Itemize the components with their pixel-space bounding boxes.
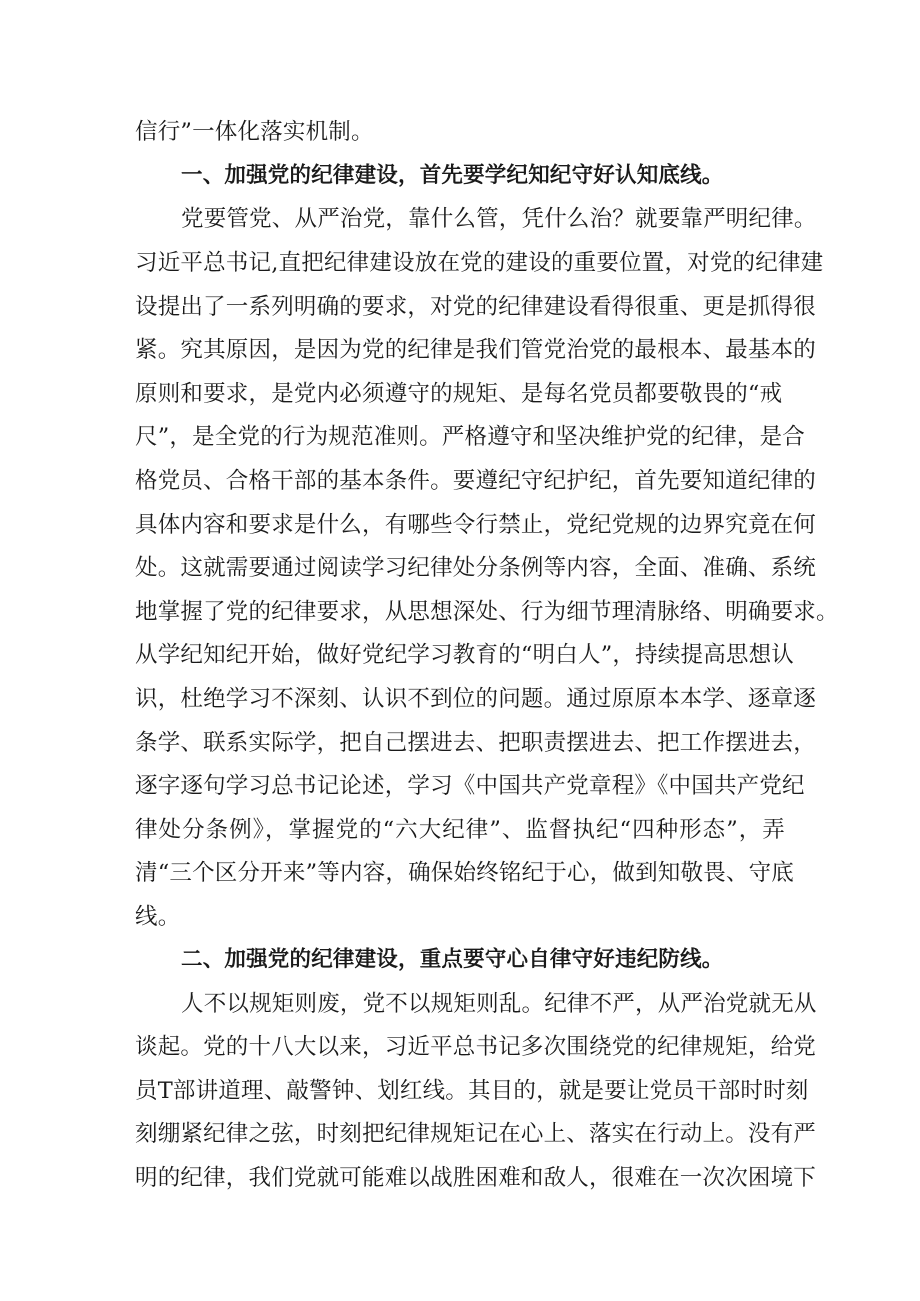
body-text-line: 明的纪律，我们党就可能难以战胜困难和敌人，很难在一次次困境下 (135, 1165, 817, 1191)
body-text-line: 识，杜绝学习不深刻、认识不到位的问题。通过原原本本学、逐章逐 (135, 686, 817, 712)
body-text-line: 清“三个区分开来”等内容，确保始终铭纪于心，做到知敬畏、守底 (135, 860, 795, 886)
body-text-line: 紧。究其原因，是因为党的纪律是我们管党治党的最根本、最基本的 (135, 337, 817, 363)
body-text-line: 条学、联系实际学，把自己摆进去、把职责摆进去、把工作摆进去， (135, 730, 817, 756)
body-text-line: 员T部讲道理、敲警钟、划红线。其目的，就是要让党员干部时时刻 (135, 1078, 809, 1104)
body-text-line: 刻绷紧纪律之弦，时刻把纪律规矩记在心上、落实在行动上。没有严 (135, 1121, 817, 1147)
body-text-line: 线。 (135, 904, 181, 930)
body-text-line: 信行”一体化落实机制。 (135, 119, 374, 145)
body-text-line: 地掌握了党的纪律要求，从思想深处、行为细节理清脉络、明确要求。 (135, 599, 839, 625)
body-text-line: 习近平总书记,直把纪律建设放在党的建设的重要位置，对党的纪律建 (135, 250, 824, 276)
body-text-line: 格党员、合格干部的基本条件。要遵纪守纪护纪，首先要知道纪律的 (135, 468, 817, 494)
body-text-line: 处。这就需要通过阅读学习纪律处分条例等内容，全面、准确、系统 (135, 555, 817, 581)
body-text-line: 党要管党、从严治党，靠什么管，凭什么治？就要靠严明纪律。 (181, 206, 817, 232)
body-text-line: 从学纪知纪开始，做好党纪学习教育的“明白人”，持续提高思想认 (135, 642, 795, 668)
body-text-line: 尺”，是全党的行为规范准则。严格遵守和坚决维护党的纪律，是合 (135, 424, 806, 450)
section-heading-2: 二、加强党的纪律建设，重点要守心自律守好违纪防线。 (181, 947, 724, 972)
body-text-line: 逐字逐句学习总书记论述，学习《中国共产党章程》《中国共产党纪 (135, 773, 805, 799)
section-heading-1: 一、加强党的纪律建设，首先要学纪知纪守好认知底线。 (181, 163, 724, 188)
body-text-line: 人不以规矩则废，党不以规矩则乱。纪律不严，从严治党就无从 (181, 991, 817, 1017)
body-text-line: 具体内容和要求是什么，有哪些令行禁止，党纪党规的边界究竟在何 (135, 512, 817, 538)
body-text-line: 谈起。党的十八大以来，习近平总书记多次围绕党的纪律规矩，给党 (135, 1034, 817, 1060)
body-text-line: 原则和要求，是党内必须遵守的规矩、是每名党员都要敬畏的“戒 (135, 381, 783, 407)
body-text-line: 设提出了一系列明确的要求，对党的纪律建设看得很重、更是抓得很 (135, 294, 817, 320)
body-text-line: 律处分条例》，掌握党的“六大纪律”、监督执纪“四种形态”，弄 (135, 817, 785, 843)
